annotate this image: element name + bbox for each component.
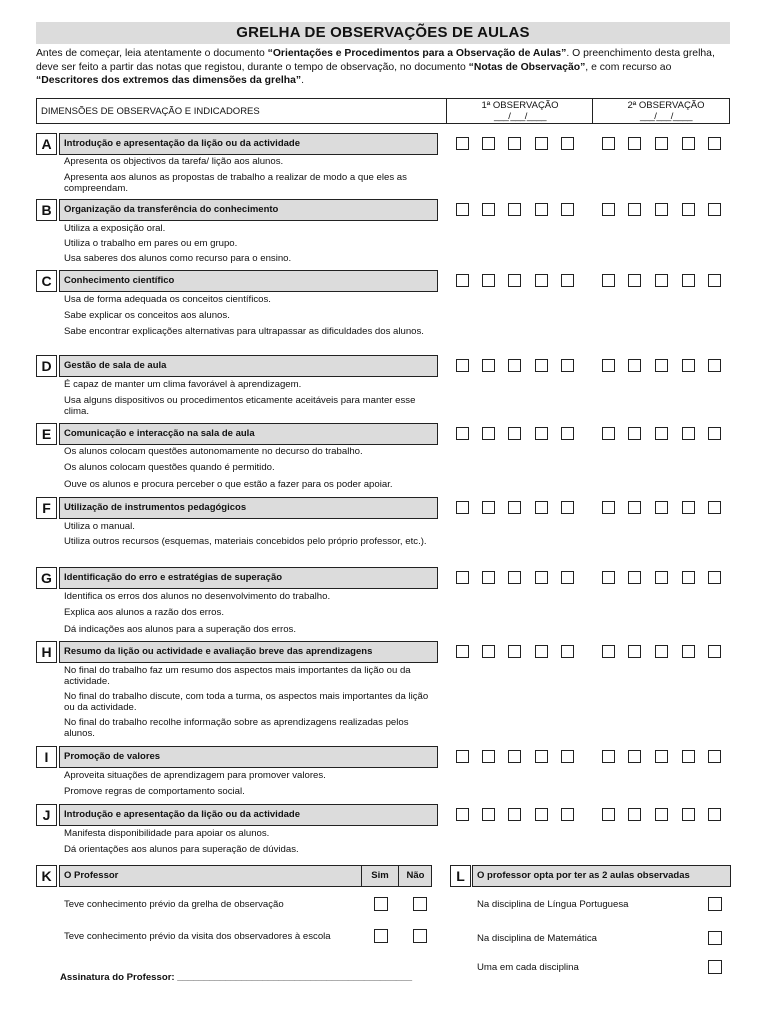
rating-checkbox-obs2-3[interactable]: [655, 808, 668, 821]
indicator-item: Usa saberes dos alunos como recurso para o ensino.: [64, 253, 292, 264]
rating-checkbox-obs2-3[interactable]: [655, 359, 668, 372]
rating-checkbox-obs2-1[interactable]: [602, 137, 615, 150]
indicator-item: Manifesta disponibilidade para apoiar os alunos.: [64, 828, 270, 839]
observation-2-date[interactable]: ___/___/____: [639, 111, 693, 122]
rating-checkbox-obs1-1[interactable]: [456, 137, 469, 150]
rating-checkbox-obs2-4[interactable]: [682, 274, 695, 287]
rating-checkbox-obs2-3[interactable]: [655, 427, 668, 440]
indicator-item: Utiliza o manual.: [64, 521, 135, 532]
rating-checkbox-obs1-5[interactable]: [561, 427, 574, 440]
rating-checkbox-obs2-2[interactable]: [628, 203, 641, 216]
rating-checkbox-obs1-2[interactable]: [482, 808, 495, 821]
rating-checkbox-obs1-3[interactable]: [508, 203, 521, 216]
rating-checkbox-obs2-2[interactable]: [628, 645, 641, 658]
rating-checkbox-obs1-2[interactable]: [482, 571, 495, 584]
k-row-2-nao-checkbox[interactable]: [413, 929, 427, 943]
section-letter: E: [36, 423, 57, 445]
rating-checkbox-obs2-2[interactable]: [628, 750, 641, 763]
dimensions-label: DIMENSÕES DE OBSERVAÇÃO E INDICADORES: [41, 106, 260, 117]
rating-checkbox-obs2-5[interactable]: [708, 359, 721, 372]
rating-checkbox-obs2-5[interactable]: [708, 808, 721, 821]
rating-checkbox-obs2-2[interactable]: [628, 359, 641, 372]
rating-checkbox-obs1-1[interactable]: [456, 808, 469, 821]
section-title: Introdução e apresentação da lição ou da actividade: [59, 133, 438, 155]
rating-checkbox-obs2-5[interactable]: [708, 274, 721, 287]
rating-checkbox-obs1-5[interactable]: [561, 645, 574, 658]
rating-checkbox-obs1-3[interactable]: [508, 427, 521, 440]
indicator-item: Usa de forma adequada os conceitos científicos.: [64, 294, 271, 305]
k-row-label: Teve conhecimento prévio da grelha de observação: [64, 899, 284, 910]
rating-checkbox-obs1-1[interactable]: [456, 427, 469, 440]
rating-checkbox-obs2-2[interactable]: [628, 808, 641, 821]
rating-checkbox-obs2-2[interactable]: [628, 274, 641, 287]
rating-checkbox-obs2-5[interactable]: [708, 645, 721, 658]
rating-checkbox-obs1-4[interactable]: [535, 501, 548, 514]
rating-checkbox-obs1-1[interactable]: [456, 501, 469, 514]
rating-checkbox-obs2-5[interactable]: [708, 501, 721, 514]
section-title: Gestão de sala de aula: [59, 355, 438, 377]
section-letter: G: [36, 567, 57, 589]
section-title: Utilização de instrumentos pedagógicos: [59, 497, 438, 519]
k-row-1-nao-checkbox[interactable]: [413, 897, 427, 911]
indicator-item: Usa alguns dispositivos ou procedimentos eticamente aceitáveis para manter esse clima.: [64, 395, 416, 417]
rating-checkbox-obs1-2[interactable]: [482, 501, 495, 514]
header-divider: [446, 99, 447, 123]
rating-checkbox-obs2-3[interactable]: [655, 203, 668, 216]
section-title: Comunicação e interacção na sala de aula: [59, 423, 438, 445]
rating-checkbox-obs1-3[interactable]: [508, 274, 521, 287]
indicator-item: Utiliza outros recursos (esquemas, materiais concebidos pelo próprio professor, etc.).: [64, 536, 427, 547]
section-letter: A: [36, 133, 57, 155]
intro-doc-3: “Descritores dos extremos das dimensões da grelha”: [36, 75, 302, 86]
rating-checkbox-obs1-1[interactable]: [456, 274, 469, 287]
section-letter: D: [36, 355, 57, 377]
l-title: O professor opta por ter as 2 aulas observadas: [472, 865, 731, 887]
rating-checkbox-obs2-5[interactable]: [708, 750, 721, 763]
rating-checkbox-obs1-4[interactable]: [535, 359, 548, 372]
rating-checkbox-obs2-1[interactable]: [602, 359, 615, 372]
rating-checkbox-obs2-5[interactable]: [708, 137, 721, 150]
indicator-item: Sabe explicar os conceitos aos alunos.: [64, 310, 230, 321]
rating-checkbox-obs2-4[interactable]: [682, 750, 695, 763]
l-portuguese-checkbox[interactable]: [708, 897, 722, 911]
section-letter: L: [450, 865, 471, 887]
rating-checkbox-obs1-5[interactable]: [561, 203, 574, 216]
rating-checkbox-obs2-3[interactable]: [655, 137, 668, 150]
rating-checkbox-obs1-3[interactable]: [508, 501, 521, 514]
rating-checkbox-obs1-2[interactable]: [482, 750, 495, 763]
indicator-item: Promove regras de comportamento social.: [64, 786, 245, 797]
indicator-item: É capaz de manter um clima favorável à aprendizagem.: [64, 379, 302, 390]
indicator-item: Utiliza o trabalho em pares ou em grupo.: [64, 238, 238, 249]
rating-checkbox-obs1-2[interactable]: [482, 203, 495, 216]
indicator-item: Os alunos colocam questões autonomamente no decurso do trabalho.: [64, 446, 363, 457]
section-letter: H: [36, 641, 57, 663]
section-letter: J: [36, 804, 57, 826]
indicator-item: Apresenta aos alunos as propostas de trabalho a realizar de modo a que eles as compreendam.: [64, 172, 407, 194]
section-letter: F: [36, 497, 57, 519]
rating-checkbox-obs2-4[interactable]: [682, 808, 695, 821]
section-letter: B: [36, 199, 57, 221]
rating-checkbox-obs1-3[interactable]: [508, 571, 521, 584]
section-letter: I: [36, 746, 57, 768]
rating-checkbox-obs2-4[interactable]: [682, 203, 695, 216]
rating-checkbox-obs1-5[interactable]: [561, 359, 574, 372]
rating-checkbox-obs1-3[interactable]: [508, 750, 521, 763]
rating-checkbox-obs2-5[interactable]: [708, 203, 721, 216]
intro-doc-1: “Orientações e Procedimentos para a Observação de Aulas”: [267, 48, 567, 59]
k-row-2-sim-checkbox[interactable]: [374, 929, 388, 943]
rating-checkbox-obs2-1[interactable]: [602, 274, 615, 287]
rating-checkbox-obs1-2[interactable]: [482, 645, 495, 658]
section-title: Organização da transferência do conhecimento: [59, 199, 438, 221]
rating-checkbox-obs1-5[interactable]: [561, 571, 574, 584]
section-letter: C: [36, 270, 57, 292]
indicator-item: Utiliza a exposição oral.: [64, 223, 166, 234]
indicator-item: Dá indicações aos alunos para a superação dos erros.: [64, 624, 296, 635]
intro-paragraph: [36, 47, 736, 88]
rating-checkbox-obs2-1[interactable]: [602, 203, 615, 216]
indicator-item: Explica aos alunos a razão dos erros.: [64, 607, 224, 618]
section-letter: K: [36, 865, 57, 887]
section-title: Identificação do erro e estratégias de superação: [59, 567, 438, 589]
page-title: GRELHA DE OBSERVAÇÕES DE AULAS: [36, 22, 730, 44]
rating-checkbox-obs1-4[interactable]: [535, 203, 548, 216]
observation-2-label: 2ª OBSERVAÇÃO: [627, 100, 705, 111]
k-header: [59, 865, 432, 887]
observation-1-header: [451, 100, 589, 122]
rating-checkbox-obs2-4[interactable]: [682, 427, 695, 440]
header-divider: [592, 99, 593, 123]
rating-checkbox-obs1-1[interactable]: [456, 203, 469, 216]
rating-checkbox-obs2-2[interactable]: [628, 427, 641, 440]
l-mathematics-checkbox[interactable]: [708, 931, 722, 945]
intro-text-2: . O preenchimento desta grelha, deve ser feito a partir das notas que registou, durante o tempo de observação, no documento: [36, 48, 715, 73]
rating-checkbox-obs2-4[interactable]: [682, 645, 695, 658]
rating-checkbox-obs1-1[interactable]: [456, 571, 469, 584]
l-each-discipline-checkbox[interactable]: [708, 960, 722, 974]
rating-checkbox-obs1-4[interactable]: [535, 137, 548, 150]
indicator-item: Apresenta os objectivos da tarefa/ lição aos alunos.: [64, 156, 284, 167]
rating-checkbox-obs2-3[interactable]: [655, 645, 668, 658]
rating-checkbox-obs2-4[interactable]: [682, 359, 695, 372]
l-row-label: Na disciplina de Língua Portuguesa: [477, 899, 629, 910]
section-title: Promoção de valores: [59, 746, 438, 768]
rating-checkbox-obs2-1[interactable]: [602, 427, 615, 440]
rating-checkbox-obs2-4[interactable]: [682, 571, 695, 584]
k-row-label: Teve conhecimento prévio da visita dos observadores à escola: [64, 931, 331, 942]
rating-checkbox-obs2-1[interactable]: [602, 750, 615, 763]
rating-checkbox-obs1-4[interactable]: [535, 571, 548, 584]
signature-line[interactable]: Assinatura do Professor: ____________________________________________: [60, 972, 413, 983]
rating-checkbox-obs1-5[interactable]: [561, 274, 574, 287]
rating-checkbox-obs2-1[interactable]: [602, 571, 615, 584]
indicator-item: Dá orientações aos alunos para superação de dúvidas.: [64, 844, 299, 855]
rating-checkbox-obs1-5[interactable]: [561, 137, 574, 150]
rating-checkbox-obs1-2[interactable]: [482, 137, 495, 150]
indicator-item: Sabe encontrar explicações alternativas para ultrapassar as dificuldades dos alunos.: [64, 326, 424, 337]
indicator-item: No final do trabalho faz um resumo dos aspectos mais importantes da lição ou da actividade.: [64, 665, 411, 687]
observation-2-header: [597, 100, 735, 122]
rating-checkbox-obs2-1[interactable]: [602, 808, 615, 821]
rating-checkbox-obs1-3[interactable]: [508, 137, 521, 150]
rating-checkbox-obs2-3[interactable]: [655, 274, 668, 287]
rating-checkbox-obs2-5[interactable]: [708, 427, 721, 440]
rating-checkbox-obs2-2[interactable]: [628, 571, 641, 584]
section-title: Resumo da lição ou actividade e avaliação breve das aprendizagens: [59, 641, 438, 663]
observation-1-date[interactable]: ___/___/____: [493, 111, 547, 122]
rating-checkbox-obs2-3[interactable]: [655, 571, 668, 584]
rating-checkbox-obs1-5[interactable]: [561, 750, 574, 763]
rating-checkbox-obs1-3[interactable]: [508, 645, 521, 658]
intro-text-4: .: [301, 75, 304, 86]
rating-checkbox-obs1-2[interactable]: [482, 427, 495, 440]
rating-checkbox-obs2-1[interactable]: [602, 501, 615, 514]
observation-1-label: 1ª OBSERVAÇÃO: [481, 100, 559, 111]
l-row-label: Uma em cada disciplina: [477, 962, 579, 973]
indicator-item: Ouve os alunos e procura perceber o que estão a fazer para os poder apoiar.: [64, 479, 393, 490]
k-row-1-sim-checkbox[interactable]: [374, 897, 388, 911]
k-title: O Professor: [64, 870, 119, 881]
rating-checkbox-obs1-4[interactable]: [535, 427, 548, 440]
rating-checkbox-obs1-5[interactable]: [561, 501, 574, 514]
rating-checkbox-obs2-2[interactable]: [628, 501, 641, 514]
indicator-item: Os alunos colocam questões quando é permitido.: [64, 462, 275, 473]
rating-checkbox-obs1-5[interactable]: [561, 808, 574, 821]
rating-checkbox-obs1-1[interactable]: [456, 359, 469, 372]
rating-checkbox-obs1-4[interactable]: [535, 274, 548, 287]
indicator-item: No final do trabalho recolhe informação sobre as aprendizagens realizadas pelos alunos.: [64, 717, 409, 739]
indicator-item: No final do trabalho discute, com toda a turma, os aspectos mais importantes da lição ou da actividade.: [64, 691, 429, 713]
dimensions-header: [36, 98, 730, 124]
k-nao-label: Não: [406, 870, 425, 881]
rating-checkbox-obs2-1[interactable]: [602, 645, 615, 658]
section-title: Conhecimento científico: [59, 270, 438, 292]
rating-checkbox-obs1-1[interactable]: [456, 645, 469, 658]
intro-text-1: Antes de começar, leia atentamente o documento: [36, 48, 268, 59]
rating-checkbox-obs1-4[interactable]: [535, 808, 548, 821]
rating-checkbox-obs2-3[interactable]: [655, 750, 668, 763]
intro-doc-2: “Notas de Observação”: [468, 61, 586, 73]
rating-checkbox-obs1-2[interactable]: [482, 359, 495, 372]
rating-checkbox-obs1-4[interactable]: [535, 645, 548, 658]
rating-checkbox-obs2-3[interactable]: [655, 501, 668, 514]
rating-checkbox-obs1-1[interactable]: [456, 750, 469, 763]
intro-text-3: , e com recurso ao: [585, 61, 672, 73]
indicator-item: Aproveita situações de aprendizagem para promover valores.: [64, 770, 326, 781]
l-row-label: Na disciplina de Matemática: [477, 933, 597, 944]
k-sim-label: Sim: [371, 870, 389, 881]
rating-checkbox-obs1-4[interactable]: [535, 750, 548, 763]
rating-checkbox-obs2-5[interactable]: [708, 571, 721, 584]
rating-checkbox-obs1-3[interactable]: [508, 808, 521, 821]
indicator-item: Identifica os erros dos alunos no desenvolvimento do trabalho.: [64, 591, 331, 602]
rating-checkbox-obs1-2[interactable]: [482, 274, 495, 287]
rating-checkbox-obs2-4[interactable]: [682, 501, 695, 514]
rating-checkbox-obs1-3[interactable]: [508, 359, 521, 372]
section-title: Introdução e apresentação da lição ou da actividade: [59, 804, 438, 826]
rating-checkbox-obs2-4[interactable]: [682, 137, 695, 150]
rating-checkbox-obs2-2[interactable]: [628, 137, 641, 150]
